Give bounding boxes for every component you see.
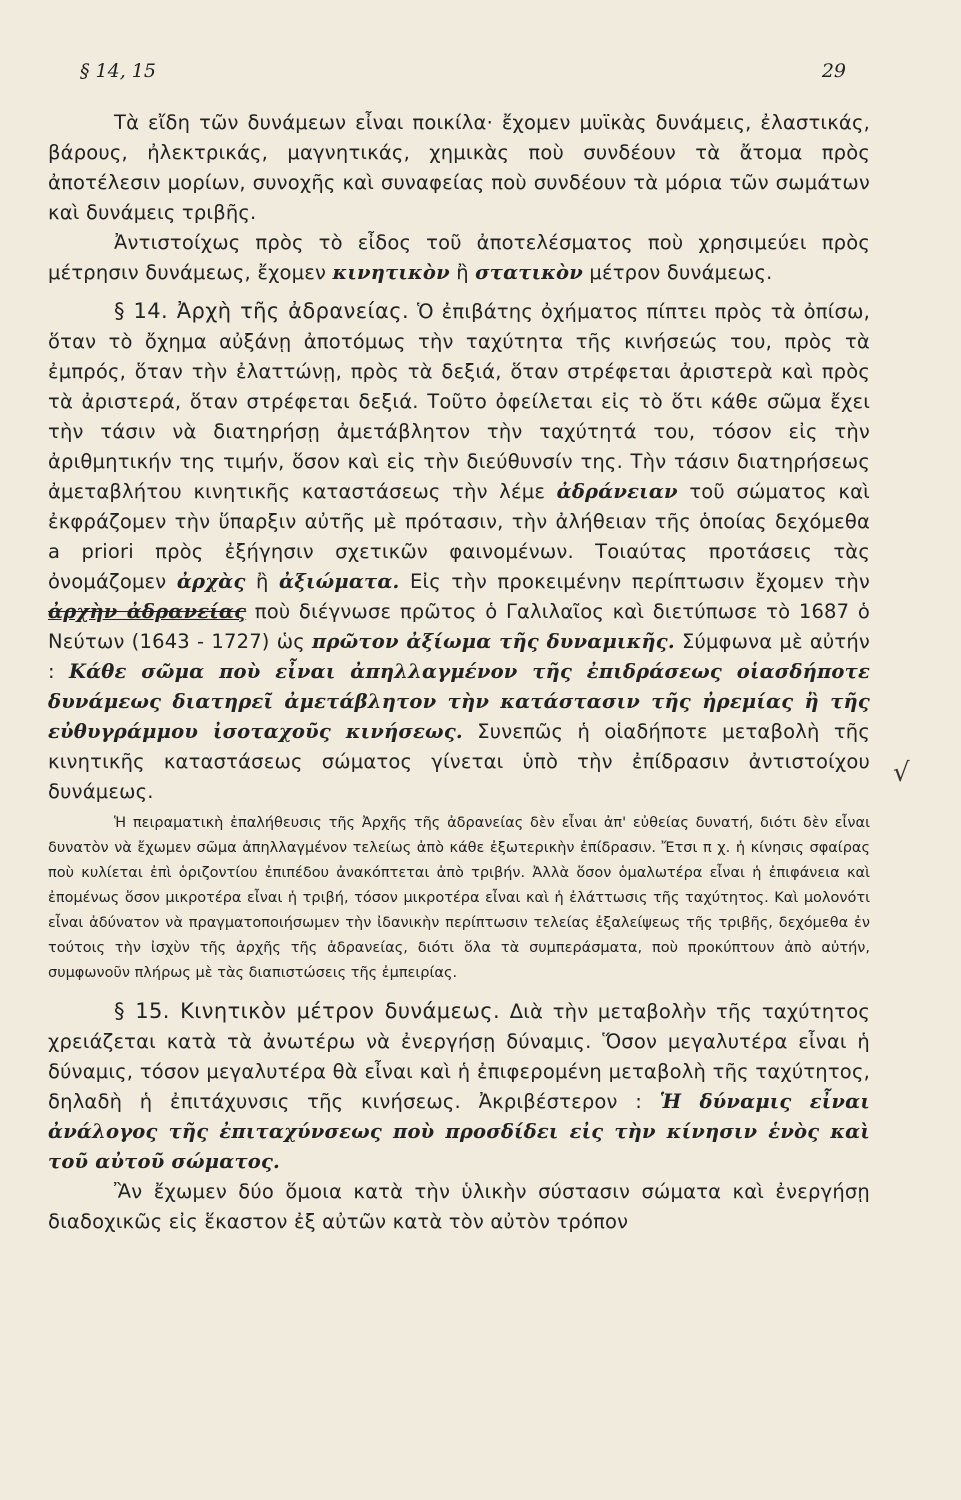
- paragraph-force-measure: Ἀντιστοίχως πρὸς τὸ εἶδος τοῦ ἀποτελέσματος ποὺ χρησιμεύει πρὸς μέτρησιν δυνάμεως, ἔχομεν κινητικὸν ἢ στατικὸν μέτρον δυνάμεως.: [48, 231, 870, 284]
- margin-check-mark: √: [893, 758, 910, 788]
- section-15-paragraph: § 15. Κινητικὸν μέτρον δυνάμεως. Διὰ τὴν μεταβολὴν τῆς ταχύτητος χρειάζεται κατὰ τὰ ἀνωτέρω νὰ ἐνεργήσῃ δύναμις. Ὅσον μεγαλυτέρα εἶναι ἡ δύναμις, τόσον μεγαλυτέρα θὰ εἶναι καὶ ἡ ἐπιφερομένη μεταβολὴ τῆς ταχύτητος, δηλαδὴ ἡ ἐπιτάχυνσις τῆς κινήσεως. Ἀκριβέστερον : Ἡ δύναμις εἶναι ἀνάλογος τῆς ἐπιταχύνσεως ποὺ προσδίδει εἰς τὴν κίνησιν ἑνὸς καὶ τοῦ αὐτοῦ σώματος.: [48, 999, 870, 1173]
- paragraph-force-types: Τὰ εἴδη τῶν δυνάμεων εἶναι ποικίλα· ἔχομεν μυϊκὰς δυνάμεις, ἐλαστικάς, βάρους, ἠλεκτρικάς, μαγνητικάς, χημικὰς ποὺ συνδέουν τὰ ἄτομα πρὸς ἀποτέλεσιν μορίων, συνοχῆς καὶ συναφείας ποὺ συνδέουν τὰ μόρια τῶν σωμάτων καὶ δυνάμεις τριβῆς.: [48, 111, 870, 224]
- section-15-heading: § 15. Κινητικὸν μέτρον δυνάμεως.: [114, 999, 501, 1023]
- term-static: στατικὸν: [475, 261, 583, 284]
- section-14-paragraph: § 14. Ἀρχὴ τῆς ἀδρανείας. Ὁ ἐπιβάτης ὀχήματος πίπτει πρὸς τὰ ὀπίσω, ὅταν τὸ ὄχημα αὐξάνῃ ἀποτόμως τὴν ταχύτητα τῆς κινήσεώς του, πρὸς τὰ ἐμπρός, ὅταν τὴν ἐλαττώνῃ, πρὸς τὰ δεξιά, ὅταν στρέφεται ἀριστερὰ καὶ πρὸς τὰ ἀριστερά, ὅταν στρέφεται δεξιά. Τοῦτο ὀφείλεται εἰς τὸ ὅτι κάθε σῶμα ἔχει τὴν τάσιν νὰ διατηρήσῃ ἀμετάβλητον τὴν ταχύτητά του, τόσον εἰς τὴν ἀριθμητικήν της τιμήν, ὅσον καὶ εἰς τὴν διεύθυνσίν της. Τὴν τάσιν διατηρήσεως ἀμεταβλήτου κινητικῆς καταστάσεως τὴν λέμε ἀδράνειαν τοῦ σώματος καὶ ἐκφράζομεν τὴν ὕπαρξιν αὐτῆς μὲ πρότασιν, τὴν ἀλήθειαν τῆς ὁποίας δεχόμεθα a priori πρὸς ἐξήγησιν σχετικῶν φαινομένων. Τοιαύτας προτάσεις τὰς ὀνομάζομεν ἀρχὰς ἢ ἀξιώματα. Εἰς τὴν προκειμένην περίπτωσιν ἔχομεν τὴν ἀρχὴν ἀδρανείας ποὺ διέγνωσε πρῶτος ὁ Γαλιλαῖος καὶ διετύπωσε τὸ 1687 ὁ Νεύτων (1643 - 1727) ὡς πρῶτον ἀξίωμα τῆς δυναμικῆς. Σύμφωνα μὲ αὐτήν : Κάθε σῶμα ποὺ εἶναι ἀπηλλαγμένον τῆς ἐπιδράσεως οἱασδήποτε δυνάμεως διατηρεῖ ἀμετάβλητον τὴν κατάστασιν τῆς ἠρεμίας ἢ τῆς εὐθυγράμμου ἰσοταχοῦς κινήσεως. Συνεπῶς ἡ οἱαδήποτε μεταβολὴ τῆς κινητικῆς καταστάσεως σώματος γίνεται ὑπὸ τὴν ἐπίδρασιν ἀντιστοίχου δυνάμεως.: [48, 299, 871, 803]
- section-14-heading: § 14. Ἀρχὴ τῆς ἀδρανείας.: [114, 299, 410, 323]
- page-number: 29: [821, 60, 846, 82]
- running-head-section: § 14, 15: [80, 60, 156, 82]
- term-kinetic: κινητικὸν: [332, 261, 450, 284]
- struck-term: ἀρχὴν ἀδρανείας: [48, 600, 247, 623]
- footnote: Ἡ πειραματικὴ ἐπαλήθευσις τῆς Ἀρχῆς τῆς ἀδρανείας δὲν εἶναι ἀπ' εὐθείας δυνατή, διότι δὲν εἶναι δυνατὸν νὰ ἔχωμεν σῶμα ἀπηλλαγμένον τελείως ἀπὸ κάθε ἐξωτερικὴν ἐπίδρασιν. Ἔτσι π χ. ἡ κίνησις σφαίρας ποὺ κυλίεται ἐπὶ ὁριζοντίου ἐπιπέδου ἀνακόπτεται ἀπὸ τριβήν. Ἀλλὰ ὅσον ὁμαλωτέρα εἶναι ἡ ἐπιφάνεια καὶ ἐπομένως ὅσον μικροτέρα εἶναι ἡ τριβή, τόσον μικροτέρα εἶναι καὶ ἡ ἐλάττωσις τῆς ταχύτητος. Καὶ μολονότι εἶναι ἀδύνατον νὰ πραγματοποιήσωμεν τὴν ἰδανικὴν περίπτωσιν τελείας ἐξαλείψεως τῆς τριβῆς, δεχόμεθα ἐν τούτοις τὴν ἰσχὺν τῆς ἀρχῆς τῆς ἀδρανείας, διότι ὅλα τὰ συμπεράσματα, ποὺ προκύπτουν ἀπὸ αὐτήν, συμφωνοῦν πλήρως μὲ τὰς διαπιστώσεις τῆς ἐμπειρίας.: [48, 815, 870, 981]
- paragraph-two-bodies: Ἂν ἔχωμεν δύο ὅμοια κατὰ τὴν ὑλικὴν σύστασιν σώματα καὶ ἐνεργήσῃ διαδοχικῶς εἰς ἕκαστον ἐξ αὐτῶν κατὰ τὸν αὐτὸν τρόπον: [48, 1180, 870, 1233]
- page-body: [48, 108, 870, 1237]
- page-header: [80, 60, 846, 94]
- first-axiom-statement: Κάθε σῶμα ποὺ εἶναι ἀπηλλαγμένον τῆς ἐπιδράσεως οἱασδήποτε δυνάμεως διατηρεῖ ἀμετάβλητον τὴν κατάστασιν τῆς ἠρεμίας ἢ τῆς εὐθυγράμμου ἰσοταχοῦς κινήσεως.: [48, 660, 870, 743]
- force-law-statement: Ἡ δύναμις εἶναι ἀνάλογος τῆς ἐπιταχύνσεως ποὺ προσδίδει εἰς τὴν κίνησιν ἑνὸς καὶ τοῦ αὐτοῦ σώματος.: [48, 1090, 870, 1173]
